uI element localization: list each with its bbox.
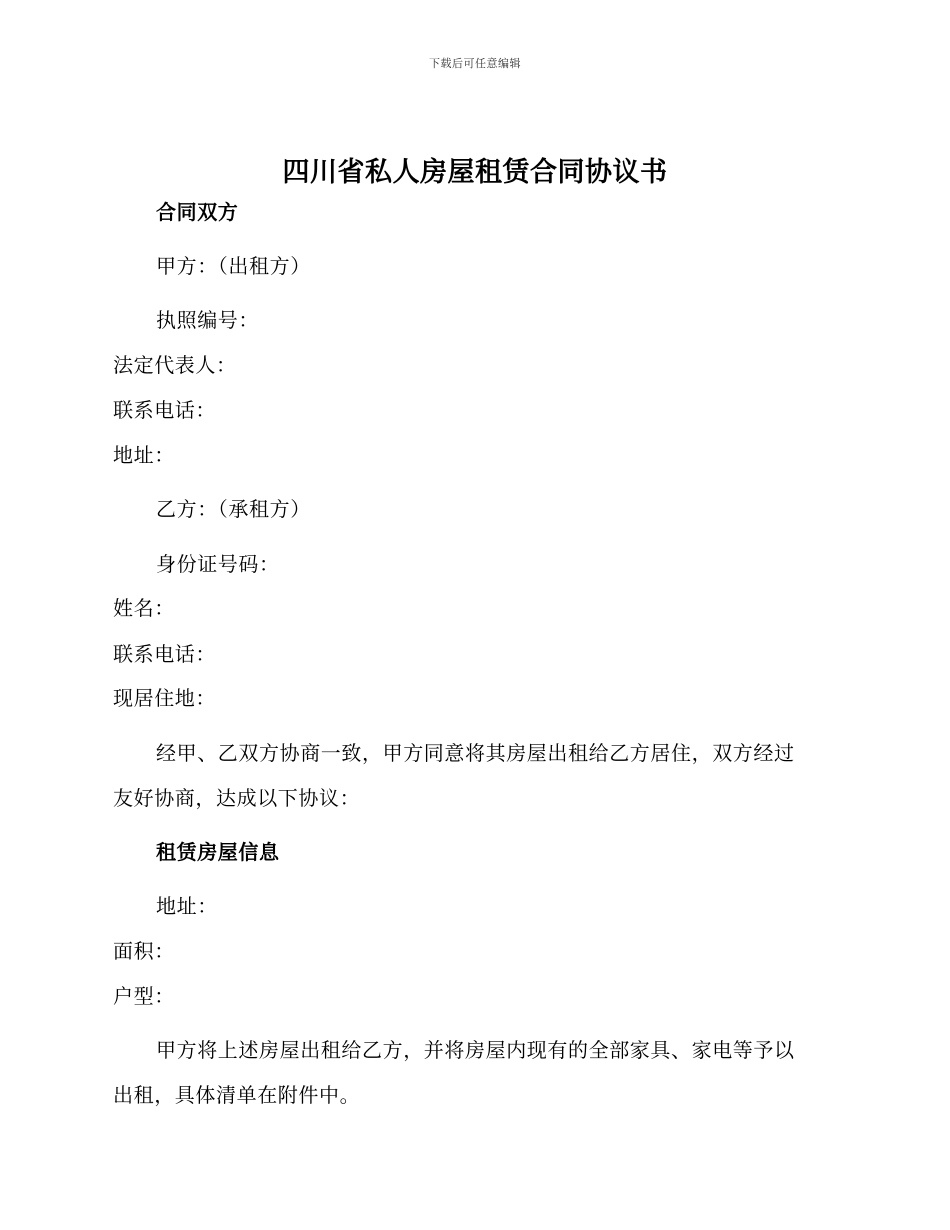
party-b-name-label: 姓名： bbox=[113, 596, 175, 620]
property-address-label: 地址： bbox=[156, 894, 218, 918]
property-layout-label: 户型： bbox=[113, 984, 175, 1008]
legal-representative-label: 法定代表人： bbox=[113, 353, 237, 377]
license-number-label: 执照编号： bbox=[156, 308, 259, 332]
party-b-phone-label: 联系电话： bbox=[113, 642, 216, 666]
property-area-label: 面积： bbox=[113, 939, 175, 963]
party-a-label: 甲方：（出租方） bbox=[156, 254, 311, 278]
agreement-paragraph-line-1: 经甲、乙双方协商一致，甲方同意将其房屋出租给乙方居住，双方经过 bbox=[156, 741, 795, 765]
document-title: 四川省私人房屋租赁合同协议书 bbox=[282, 157, 668, 188]
header-note: 下载后可任意编辑 bbox=[429, 57, 521, 70]
furniture-paragraph-line-1: 甲方将上述房屋出租给乙方，并将房屋内现有的全部家具、家电等予以 bbox=[156, 1038, 795, 1062]
parties-heading: 合同双方 bbox=[156, 200, 239, 224]
party-b-residence-label: 现居住地： bbox=[113, 686, 216, 710]
agreement-paragraph-line-2: 友好协商，达成以下协议： bbox=[113, 786, 361, 810]
party-b-label: 乙方：（承租方） bbox=[156, 497, 311, 521]
party-a-address-label: 地址： bbox=[113, 443, 175, 467]
property-info-heading: 租赁房屋信息 bbox=[156, 840, 280, 864]
id-number-label: 身份证号码： bbox=[156, 552, 280, 576]
party-a-phone-label: 联系电话： bbox=[113, 398, 216, 422]
furniture-paragraph-line-2: 出租，具体清单在附件中。 bbox=[113, 1083, 361, 1107]
